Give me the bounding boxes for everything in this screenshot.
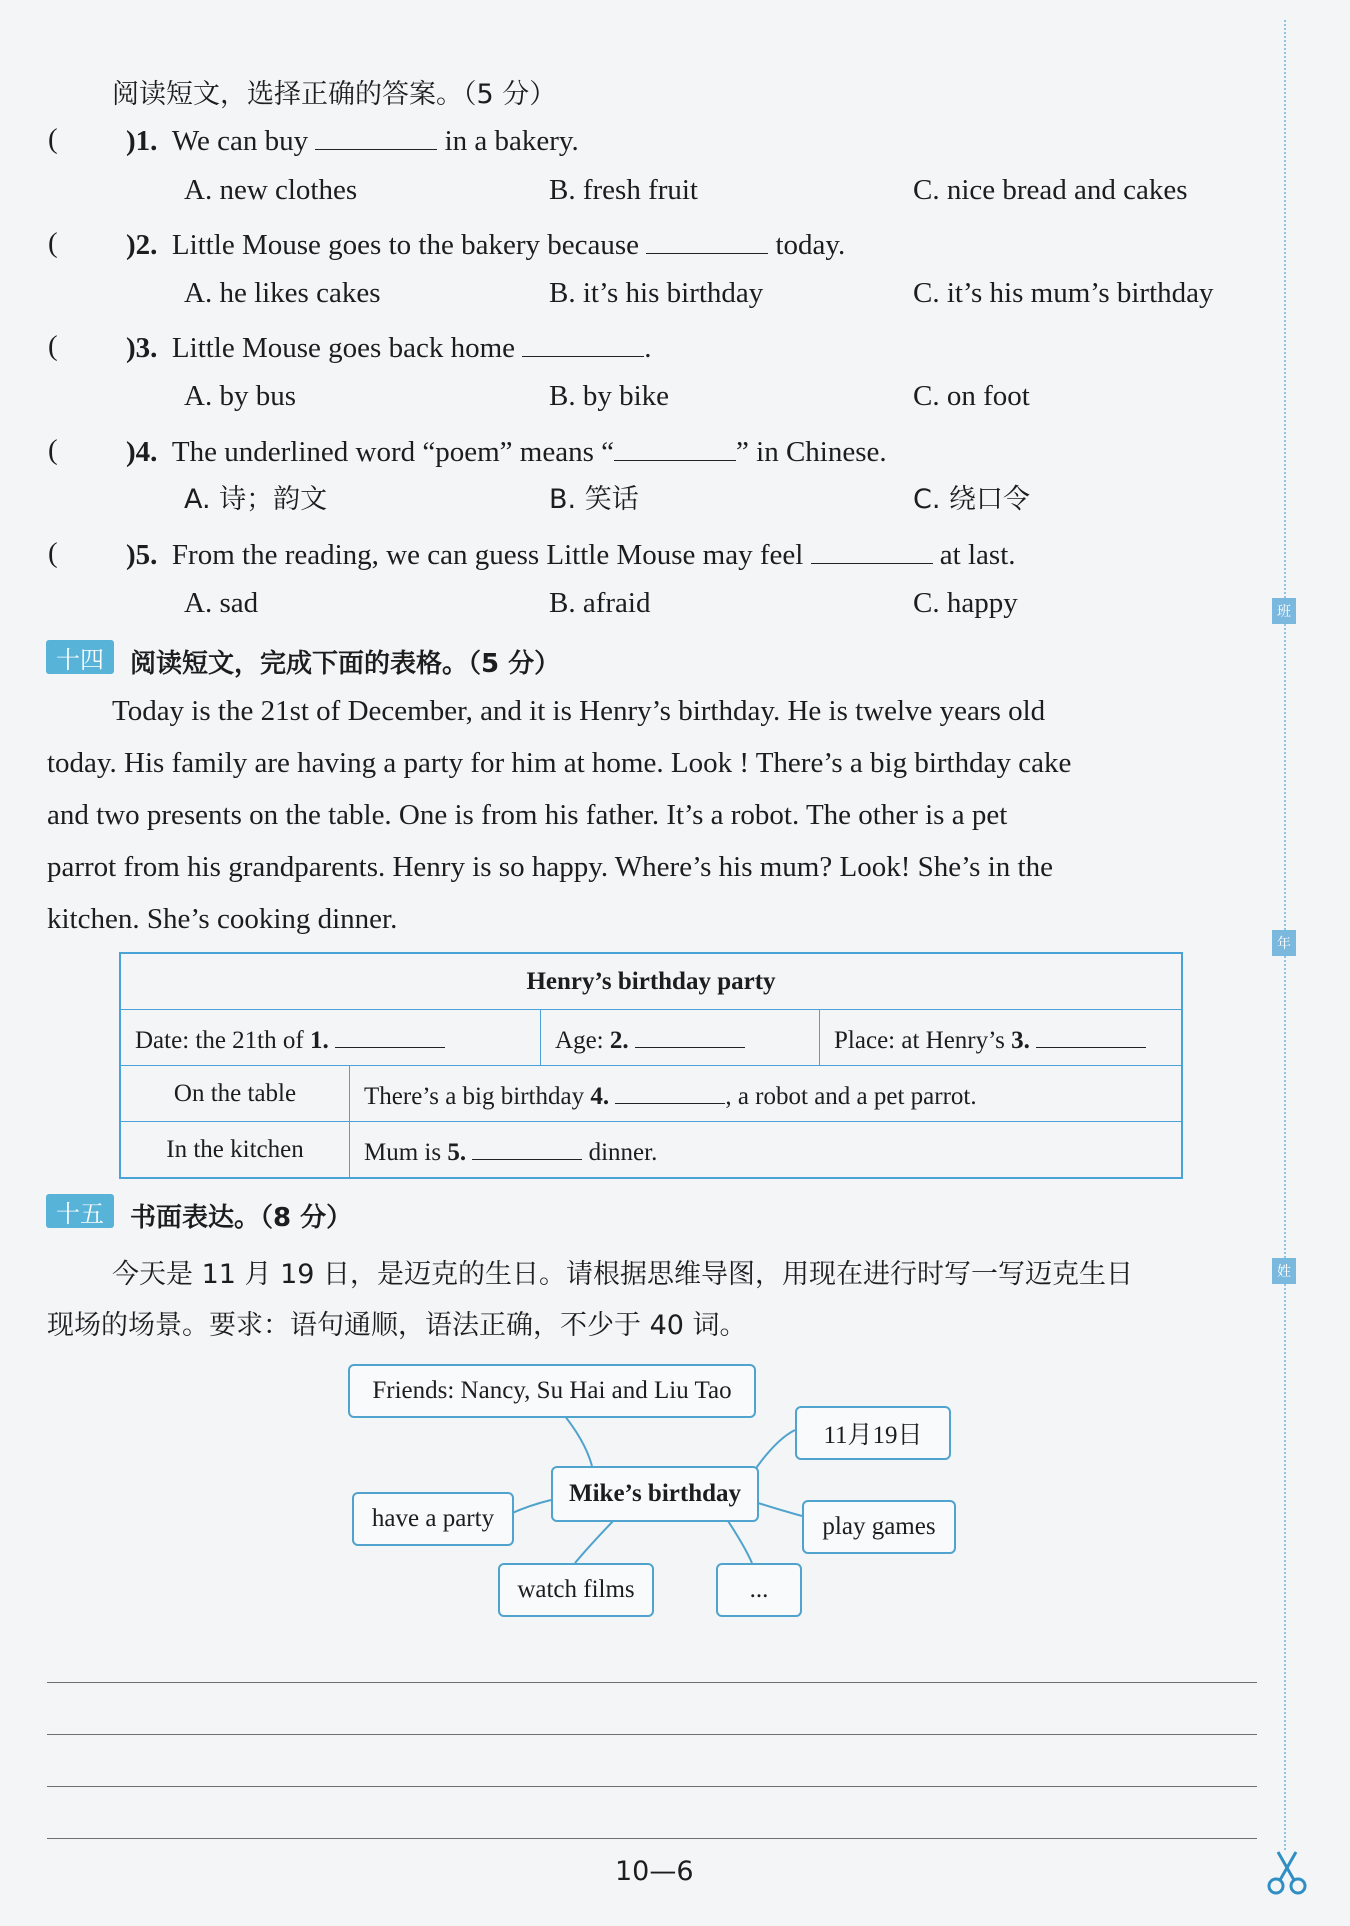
option-b[interactable]: B. by bike <box>549 380 670 412</box>
scissors-icon <box>1264 1848 1310 1898</box>
question-number: )5. <box>126 539 158 571</box>
table-title: Henry’s birthday party <box>120 953 1182 1010</box>
option-c[interactable]: C. nice bread and cakes <box>913 174 1188 206</box>
writing-line[interactable] <box>47 1786 1257 1787</box>
question-stem: Little Mouse goes back home <box>171 332 516 364</box>
writing-line[interactable] <box>47 1682 1257 1683</box>
option-c[interactable]: C. on foot <box>913 380 1030 412</box>
mindmap-center: Mike’s birthday <box>551 1466 759 1522</box>
question-number: )2. <box>126 229 158 261</box>
writing-prompt-line2: 现场的场景。要求：语句通顺，语法正确，不少于 40 词。 <box>47 1310 747 1341</box>
passage-line: and two presents on the table. One is from his father. It’s a robot. The other is a pet <box>47 799 1008 831</box>
side-mark: 年 <box>1272 930 1296 956</box>
passage-line: today. His family are having a party for him at home. Look ! There’s a big birthday cake <box>47 747 1072 779</box>
answer-paren[interactable]: ( <box>48 434 58 466</box>
option-c[interactable]: C. 绕口令 <box>913 484 1031 515</box>
mindmap-watch-films: watch films <box>498 1563 654 1617</box>
blank-number: 3. <box>1011 1026 1030 1054</box>
section14-badge: 十四 <box>46 640 114 674</box>
section15-badge: 十五 <box>46 1194 114 1228</box>
cell-text: Mum is <box>364 1138 442 1166</box>
mindmap-date: 11月19日 <box>795 1406 951 1460</box>
blank-number: 1. <box>309 1026 329 1054</box>
passage-line: kitchen. She’s cooking dinner. <box>47 903 398 935</box>
mindmap-have-party: have a party <box>352 1492 514 1546</box>
question-stem-end: ” in Chinese. <box>736 436 887 468</box>
option-c[interactable]: C. happy <box>913 587 1018 619</box>
question-stem: We can buy <box>171 125 309 157</box>
question-number: )3. <box>126 332 158 364</box>
blank-number: 4. <box>590 1082 610 1110</box>
option-a[interactable]: A. he likes cakes <box>184 277 381 309</box>
passage-line: parrot from his grandparents. Henry is so happy. Where’s his mum? Look! She’s in the <box>47 851 1053 883</box>
option-a[interactable]: A. sad <box>184 587 259 619</box>
mindmap-more: ... <box>716 1563 802 1617</box>
answer-paren[interactable]: ( <box>48 123 58 155</box>
cell-text: There’s a big birthday <box>364 1082 585 1110</box>
question-stem-end: at last. <box>939 539 1016 571</box>
writing-prompt-line1: 今天是 11 月 19 日，是迈克的生日。请根据思维导图，用现在进行时写一写迈克生日 <box>112 1259 1134 1290</box>
place-label: Place: at Henry’s <box>834 1026 1005 1054</box>
question-stem-end: in a bakery. <box>444 125 579 157</box>
question-number: )4. <box>126 436 158 468</box>
option-b[interactable]: B. it’s his birthday <box>549 277 764 309</box>
page-number: 10—6 <box>615 1856 694 1887</box>
option-a[interactable]: A. 诗；韵文 <box>184 484 328 515</box>
question-stem: The underlined word “poem” means “ <box>171 436 615 468</box>
mindmap-play-games: play games <box>802 1500 956 1554</box>
question-number: )1. <box>126 125 158 157</box>
kitchen-row-label: In the kitchen <box>120 1122 350 1179</box>
option-b[interactable]: B. fresh fruit <box>549 174 698 206</box>
question-stem-end: . <box>644 332 652 364</box>
writing-line[interactable] <box>47 1838 1257 1839</box>
question-stem: Little Mouse goes to the bakery because <box>171 229 639 261</box>
writing-line[interactable] <box>47 1734 1257 1735</box>
section15-heading: 书面表达。（8 分） <box>130 1203 353 1233</box>
passage-line: Today is the 21st of December, and it is Henry’s birthday. He is twelve years old <box>112 695 1046 727</box>
blank-number: 2. <box>609 1026 629 1054</box>
table-row-label: On the table <box>120 1066 350 1122</box>
mindmap-friends: Friends: Nancy, Su Hai and Liu Tao <box>348 1364 756 1418</box>
option-a[interactable]: A. by bus <box>184 380 296 412</box>
question-stem: From the reading, we can guess Little Mouse may feel <box>171 539 804 571</box>
answer-paren[interactable]: ( <box>48 537 58 569</box>
section14-heading: 阅读短文，完成下面的表格。（5 分） <box>130 649 561 679</box>
question-stem-end: today. <box>775 229 846 261</box>
answer-paren[interactable]: ( <box>48 227 58 259</box>
age-label: Age: <box>555 1026 604 1054</box>
cell-text: , a robot and a pet parrot. <box>725 1082 977 1110</box>
answer-paren[interactable]: ( <box>48 330 58 362</box>
blank-number: 5. <box>447 1138 467 1166</box>
side-mark: 班 <box>1272 598 1296 624</box>
option-c[interactable]: C. it’s his mum’s birthday <box>913 277 1214 309</box>
option-b[interactable]: B. 笑话 <box>549 484 639 515</box>
side-mark: 姓 <box>1272 1258 1296 1284</box>
cell-text: dinner. <box>588 1138 658 1166</box>
option-b[interactable]: B. afraid <box>549 587 651 619</box>
option-a[interactable]: A. new clothes <box>184 174 358 206</box>
date-label: Date: the 21th of <box>135 1026 304 1054</box>
section13-instruction: 阅读短文，选择正确的答案。（5 分） <box>112 79 557 110</box>
